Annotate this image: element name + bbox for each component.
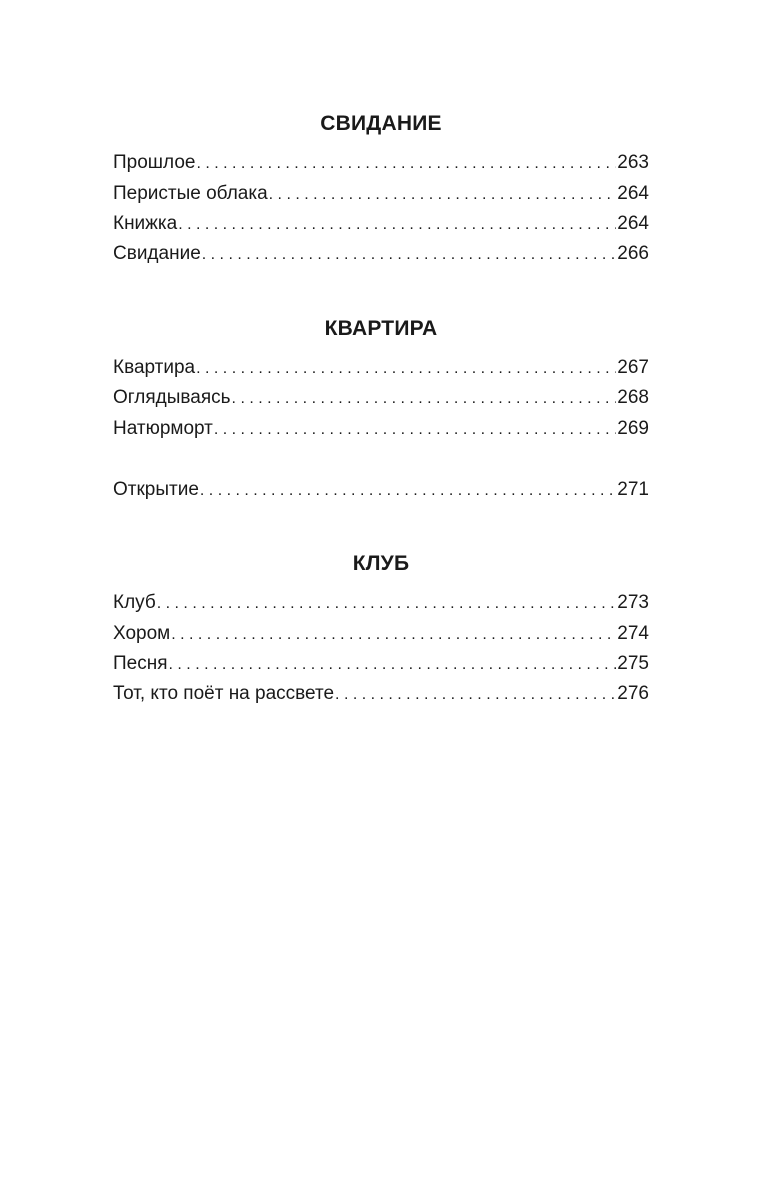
page-number: 269	[617, 418, 649, 439]
dot-leader	[196, 357, 616, 381]
entry-title: Хором	[113, 623, 171, 644]
toc-entry	[113, 652, 649, 676]
dot-leader	[269, 183, 617, 207]
entry-title: Прошлое	[113, 152, 196, 173]
section-title: КЛУБ	[352, 552, 410, 575]
toc-entry	[113, 212, 649, 236]
page-number: 267	[617, 357, 649, 378]
entry-title: Квартира	[113, 357, 196, 378]
toc-entry	[113, 182, 649, 206]
toc-entry	[113, 151, 649, 175]
dot-leader	[169, 653, 617, 677]
page-number: 276	[617, 683, 649, 704]
entry-title: Оглядываясь	[113, 387, 231, 408]
dot-leader	[202, 243, 617, 267]
dot-leader	[157, 592, 617, 616]
entry-title: Открытие	[113, 479, 199, 500]
entry-title: Натюрморт	[113, 418, 213, 439]
toc-entry	[113, 478, 649, 502]
entry-title: Книжка	[113, 213, 178, 234]
page-number: 275	[617, 653, 649, 674]
dot-leader	[200, 479, 616, 503]
dot-leader	[178, 213, 616, 237]
section-title: КВАРТИРА	[324, 317, 438, 340]
section-title: СВИДАНИЕ	[320, 112, 442, 135]
page-number: 264	[617, 183, 649, 204]
page-number: 268	[617, 387, 649, 408]
page-number: 264	[617, 213, 649, 234]
entry-title: Свидание	[113, 243, 201, 264]
page-number: 273	[617, 592, 649, 613]
page-number: 274	[617, 623, 649, 644]
dot-leader	[214, 418, 616, 442]
entry-title: Клуб	[113, 592, 156, 613]
toc-entry	[113, 356, 649, 380]
entry-title: Песня	[113, 653, 168, 674]
toc-entry	[113, 682, 649, 706]
dot-leader	[196, 152, 616, 176]
dot-leader	[232, 387, 617, 411]
toc-entry	[113, 386, 649, 410]
toc-entry	[113, 622, 649, 646]
toc-entry	[113, 417, 649, 441]
entry-title: Тот, кто поёт на рассвете	[113, 683, 335, 704]
page-number: 266	[617, 243, 649, 264]
toc-entry	[113, 242, 649, 266]
entry-title: Перистые облака	[113, 183, 268, 204]
dot-leader	[335, 683, 616, 707]
page-number: 263	[617, 152, 649, 173]
dot-leader	[171, 623, 616, 647]
toc-entry	[113, 591, 649, 615]
page-number: 271	[617, 479, 649, 500]
